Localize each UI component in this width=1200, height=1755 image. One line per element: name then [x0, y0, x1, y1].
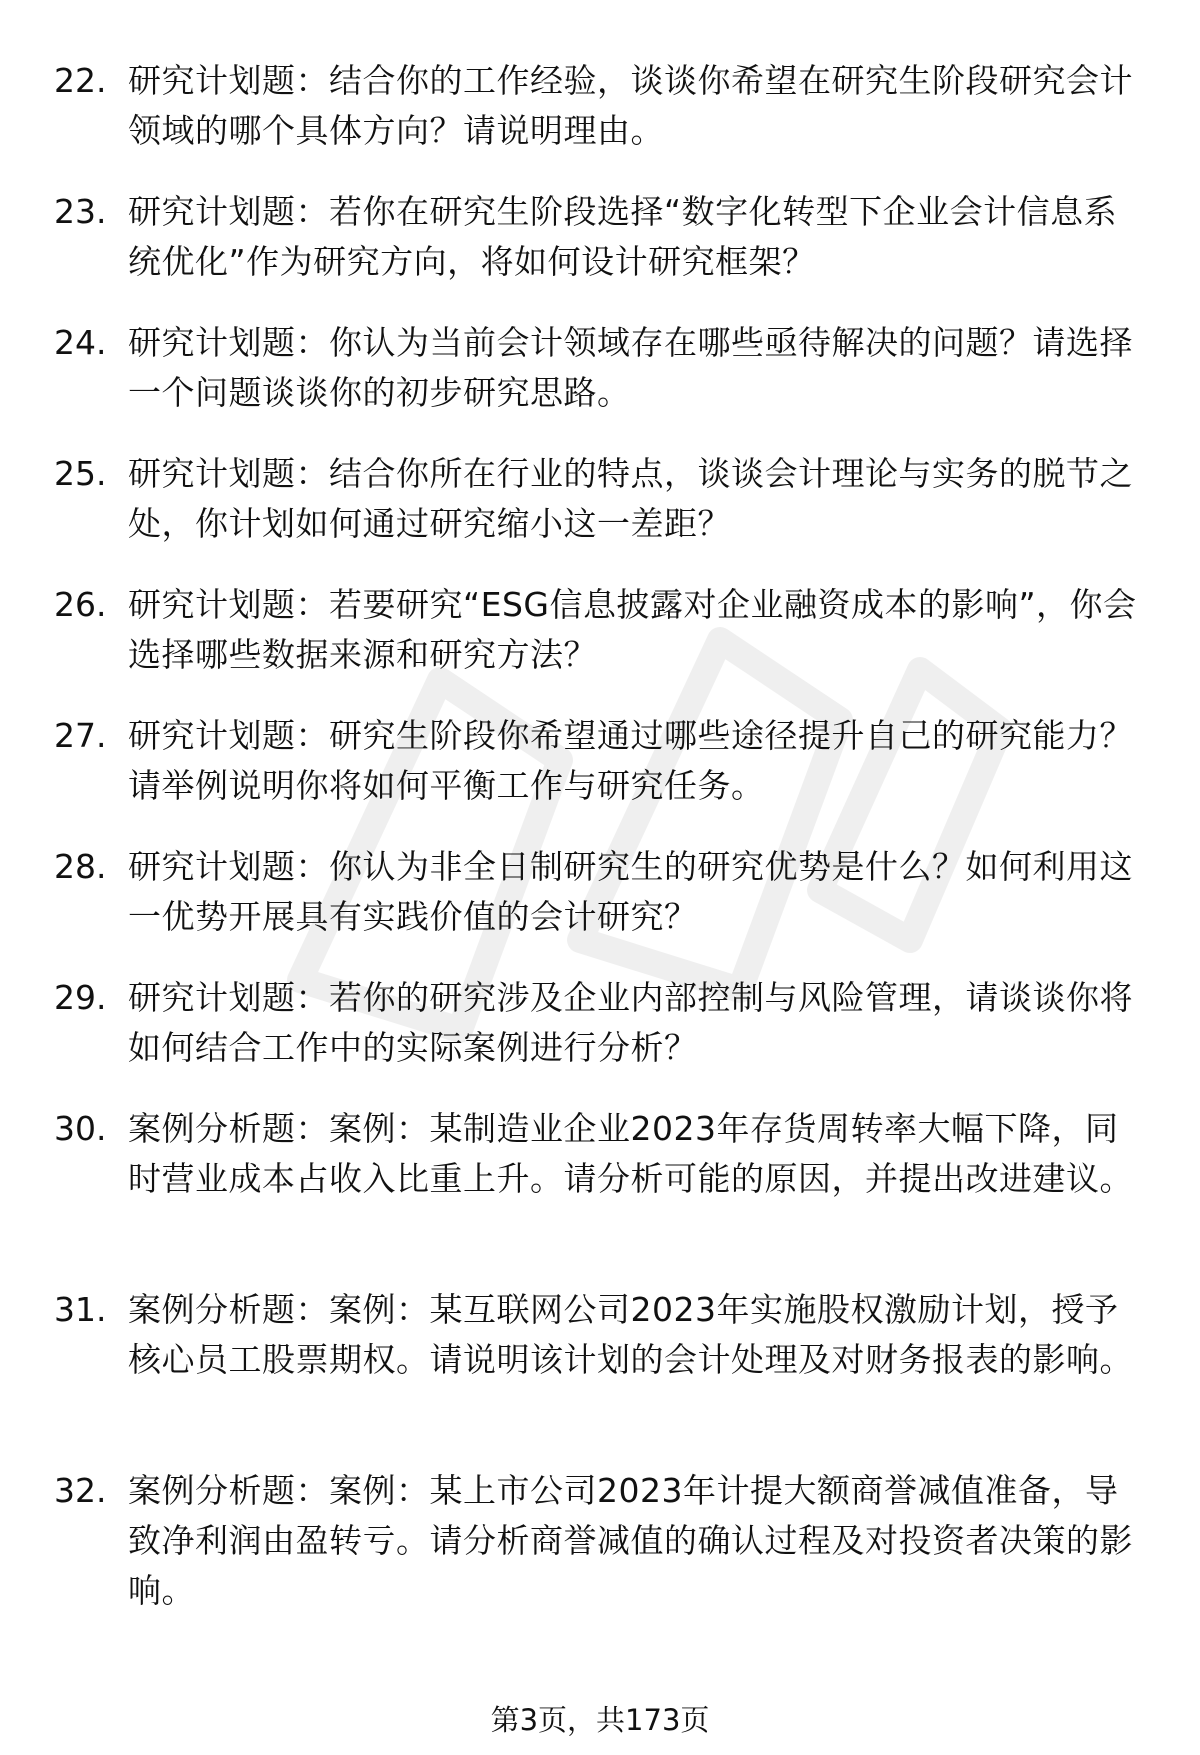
- question-text: 案例分析题：案例：某互联网公司2023年实施股权激励计划，授予核心员工股票期权。请说明该计划的会计处理及对财务报表的影响。: [128, 1290, 1133, 1379]
- question-text: 案例分析题：案例：某制造业企业2023年存货周转率大幅下降，同时营业成本占收入比重上升。请分析可能的原因，并提出改进建议。: [128, 1109, 1133, 1198]
- question-number: 26.: [54, 585, 107, 624]
- question-text: 案例分析题：案例：某上市公司2023年计提大额商誉减值准备，导致净利润由盈转亏。请分析商誉减值的确认过程及对投资者决策的影响。: [128, 1471, 1133, 1610]
- question-text: 研究计划题：若你在研究生阶段选择“数字化转型下企业会计信息系统优化”作为研究方向，将如何设计研究框架？: [128, 192, 1118, 281]
- question-number: 25.: [54, 454, 107, 493]
- question-number: 22.: [54, 61, 107, 100]
- question-text: 研究计划题：若你的研究涉及企业内部控制与风险管理，请谈谈你将如何结合工作中的实际案例进行分析？: [128, 978, 1133, 1067]
- question-number: 31.: [54, 1290, 107, 1329]
- question-number: 24.: [54, 323, 107, 362]
- question-number: 29.: [54, 978, 107, 1017]
- question-text: 研究计划题：研究生阶段你希望通过哪些途径提升自己的研究能力？请举例说明你将如何平衡工作与研究任务。: [128, 716, 1133, 805]
- question-number: 27.: [54, 716, 107, 755]
- question-text: 研究计划题：结合你的工作经验，谈谈你希望在研究生阶段研究会计领域的哪个具体方向？请说明理由。: [128, 61, 1133, 150]
- question-text: 研究计划题：你认为当前会计领域存在哪些亟待解决的问题？请选择一个问题谈谈你的初步研究思路。: [128, 323, 1133, 412]
- question-number: 32.: [54, 1471, 107, 1510]
- question-text: 研究计划题：你认为非全日制研究生的研究优势是什么？如何利用这一优势开展具有实践价值的会计研究？: [128, 847, 1133, 936]
- question-number: 28.: [54, 847, 107, 886]
- question-number: 23.: [54, 192, 107, 231]
- question-text: 研究计划题：结合你所在行业的特点，谈谈会计理论与实务的脱节之处，你计划如何通过研究缩小这一差距？: [128, 454, 1133, 543]
- question-text: 研究计划题：若要研究“ESG信息披露对企业融资成本的影响”，你会选择哪些数据来源和研究方法？: [128, 585, 1137, 674]
- page-footer: 第3页，共173页: [490, 1703, 710, 1737]
- question-number: 30.: [54, 1109, 107, 1148]
